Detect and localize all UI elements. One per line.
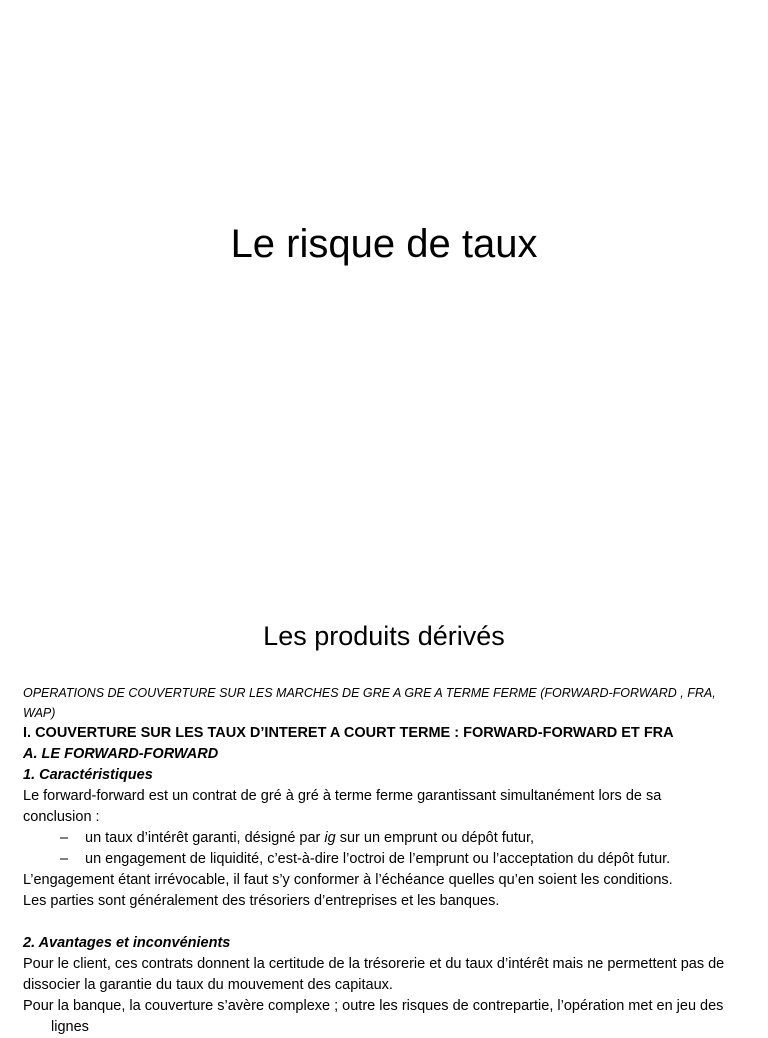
paragraph-engagement: L’engagement étant irrévocable, il faut s’y conformer à l’échéance quelles qu’en soient les conditions. — [23, 872, 673, 888]
list-item-text: un taux d’intérêt garanti, désigné par ig sur un emprunt ou dépôt futur, — [85, 830, 534, 846]
list-item — [23, 849, 733, 870]
dash-bullet: – — [60, 830, 69, 846]
heading-characteristics: 1. Caractéristiques — [23, 767, 153, 783]
list-item-text: un engagement de liquidité, c’est-à-dire l’octroi de l’emprunt ou l’acceptation du dépôt futur. — [85, 851, 671, 867]
paragraph-dissocier: dissocier la garantie du taux du mouvement des capitaux. — [23, 977, 393, 993]
heading-section-1: I. COUVERTURE SUR LES TAUX D’INTERET A COURT TERME : FORWARD-FORWARD ET FRA — [23, 725, 674, 741]
slide-title: Le risque de taux — [230, 222, 538, 266]
paragraph-bank: Pour la banque, la couverture s’avère complexe ; outre les risques de contrepartie, l’opération met en jeu des lignes — [23, 998, 724, 1035]
heading-forward-forward: A. LE FORWARD-FORWARD — [23, 746, 219, 762]
section-title: Les produits dérivés — [263, 621, 505, 651]
dash-bullet: – — [60, 851, 69, 867]
paragraph-parties: Les parties sont généralement des trésoriers d’entreprises et les banques. — [23, 893, 500, 909]
list-item — [23, 828, 733, 849]
document-body — [23, 683, 733, 1038]
paragraph-client: Pour le client, ces contrats donnent la certitude de la trésorerie et du taux d’intérêt mais ne permettent pas de — [23, 956, 725, 972]
paragraph-definition: Le forward-forward est un contrat de gré à gré à terme ferme garantissant simultanément lors de sa conclusion : — [23, 788, 662, 825]
operations-header: OPERATIONS DE COUVERTURE SUR LES MARCHES DE GRE A GRE A TERME FERME (FORWARD-FORWARD , FRA, WAP) — [23, 686, 716, 720]
heading-advantages: 2. Avantages et inconvénients — [23, 935, 231, 951]
